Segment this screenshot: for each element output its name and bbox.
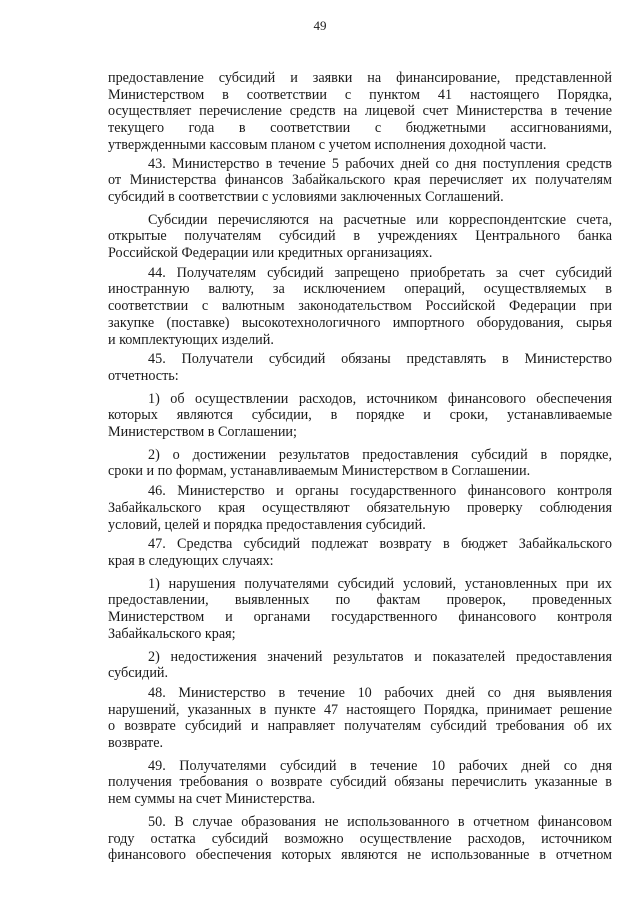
paragraph-p-44 [108, 265, 612, 349]
text-line: субсидий в соответствии с условиями заключенных Соглашений. [108, 188, 504, 205]
text-line: отчетность: [108, 367, 179, 384]
text-line: и комплектующих изделий. [108, 331, 274, 348]
text-line: субсидий. [108, 665, 169, 682]
paragraph-p-50 [108, 814, 612, 864]
paragraph-p-43 [108, 156, 612, 206]
paragraph-p-43-accounts [108, 212, 612, 262]
document-body [108, 70, 612, 864]
paragraph-p-45-1 [108, 391, 612, 441]
text-line: возврате. [108, 735, 164, 752]
text-line: предоставлении, выявленных по фактам проверок, проведенных [108, 592, 612, 609]
text-line: 47. Средства субсидий подлежат возврату в бюджет Забайкальского [148, 536, 612, 553]
paragraph-p-47-2 [108, 649, 612, 682]
paragraph-p-48 [108, 685, 612, 752]
text-line: 50. В случае образования не использованного в отчетном финансовом [148, 813, 612, 830]
text-line: 48. Министерство в течение 10 рабочих дней со дня выявления [148, 684, 612, 701]
paragraph-p-continuation [108, 70, 612, 154]
text-line: текущего года в соответствии с бюджетными ассигнованиями, [108, 120, 612, 137]
text-line: 2) о достижении результатов предоставления субсидий в порядке, [148, 446, 612, 463]
text-line: 2) недостижения значений результатов и показателей предоставления [148, 648, 612, 665]
text-line: Министерством и органами государственного финансового контроля [108, 609, 612, 626]
text-line: финансового обеспечения которых являются не использованные в отчетном [108, 847, 612, 864]
text-line: условий, целей и порядка предоставления субсидий. [108, 516, 426, 533]
text-line: 46. Министерство и органы государственного финансового контроля [148, 483, 612, 500]
text-line: Министерством в Соглашении; [108, 424, 297, 441]
text-line: 43. Министерство в течение 5 рабочих дней со дня поступления средств [148, 155, 612, 172]
text-line: закупке (поставке) высокотехнологичного импортного оборудования, сырья [108, 314, 612, 331]
text-line: края в следующих случаях: [108, 552, 274, 569]
text-line: нем суммы на счет Министерства. [108, 791, 316, 808]
text-line: о возврате субсидий и направляет получателям субсидий требования об их [108, 718, 612, 735]
text-line: Российской Федерации или кредитных организациях. [108, 245, 433, 262]
text-line: 1) об осуществлении расходов, источником финансового обеспечения [148, 390, 612, 407]
text-line: соответствии с валютным законодательством Российской Федерации при [108, 298, 612, 315]
text-line: Субсидии перечисляются на расчетные или корреспондентские счета, [148, 211, 612, 228]
text-line: осуществляет перечисление средств на лицевой счет Министерства в течение [108, 103, 612, 120]
text-line: 1) нарушения получателями субсидий условий, установленных при их [148, 575, 612, 592]
text-line: 44. Получателям субсидий запрещено приобретать за счет субсидий [148, 264, 612, 281]
paragraph-p-47 [108, 536, 612, 569]
paragraph-p-45 [108, 351, 612, 384]
text-line: предоставление субсидий и заявки на финансирование, представленной [108, 70, 612, 86]
text-line: от Министерства финансов Забайкальского края перечисляет их получателям [108, 172, 612, 189]
page-number: 49 [313, 18, 327, 33]
text-line: сроки и по формам, устанавливаемым Министерством в Соглашении. [108, 463, 531, 480]
text-line: 45. Получатели субсидий обязаны представлять в Министерство [148, 351, 612, 368]
paragraph-p-46 [108, 483, 612, 533]
text-line: Забайкальского края осуществляют обязательную проверку соблюдения [108, 499, 612, 516]
text-line: иностранную валюту, за исключением операций, осуществляемых в [108, 281, 612, 298]
paragraph-p-49 [108, 758, 612, 808]
text-line: Министерством в соответствии с пунктом 41 настоящего Порядка, [108, 86, 612, 103]
text-line: году остатка субсидий возможно осуществление расходов, источником [108, 830, 612, 847]
text-line: которых являются субсидии, в порядке и сроки, устанавливаемые [108, 407, 612, 424]
text-line: 49. Получателями субсидий в течение 10 рабочих дней со дня [148, 757, 612, 774]
paragraph-p-47-1 [108, 576, 612, 643]
text-line: получения требования о возврате субсидий обязаны перечислить указанные в [108, 774, 612, 791]
paragraph-p-45-2 [108, 447, 612, 480]
text-line: нарушений, указанных в пункте 47 настоящего Порядка, принимает решение [108, 701, 612, 718]
text-line: открытые получателям субсидий в учреждениях Центрального банка [108, 228, 612, 245]
text-line: Забайкальского края; [108, 625, 236, 642]
text-line: утвержденными кассовым планом с учетом исполнения доходной части. [108, 136, 547, 153]
